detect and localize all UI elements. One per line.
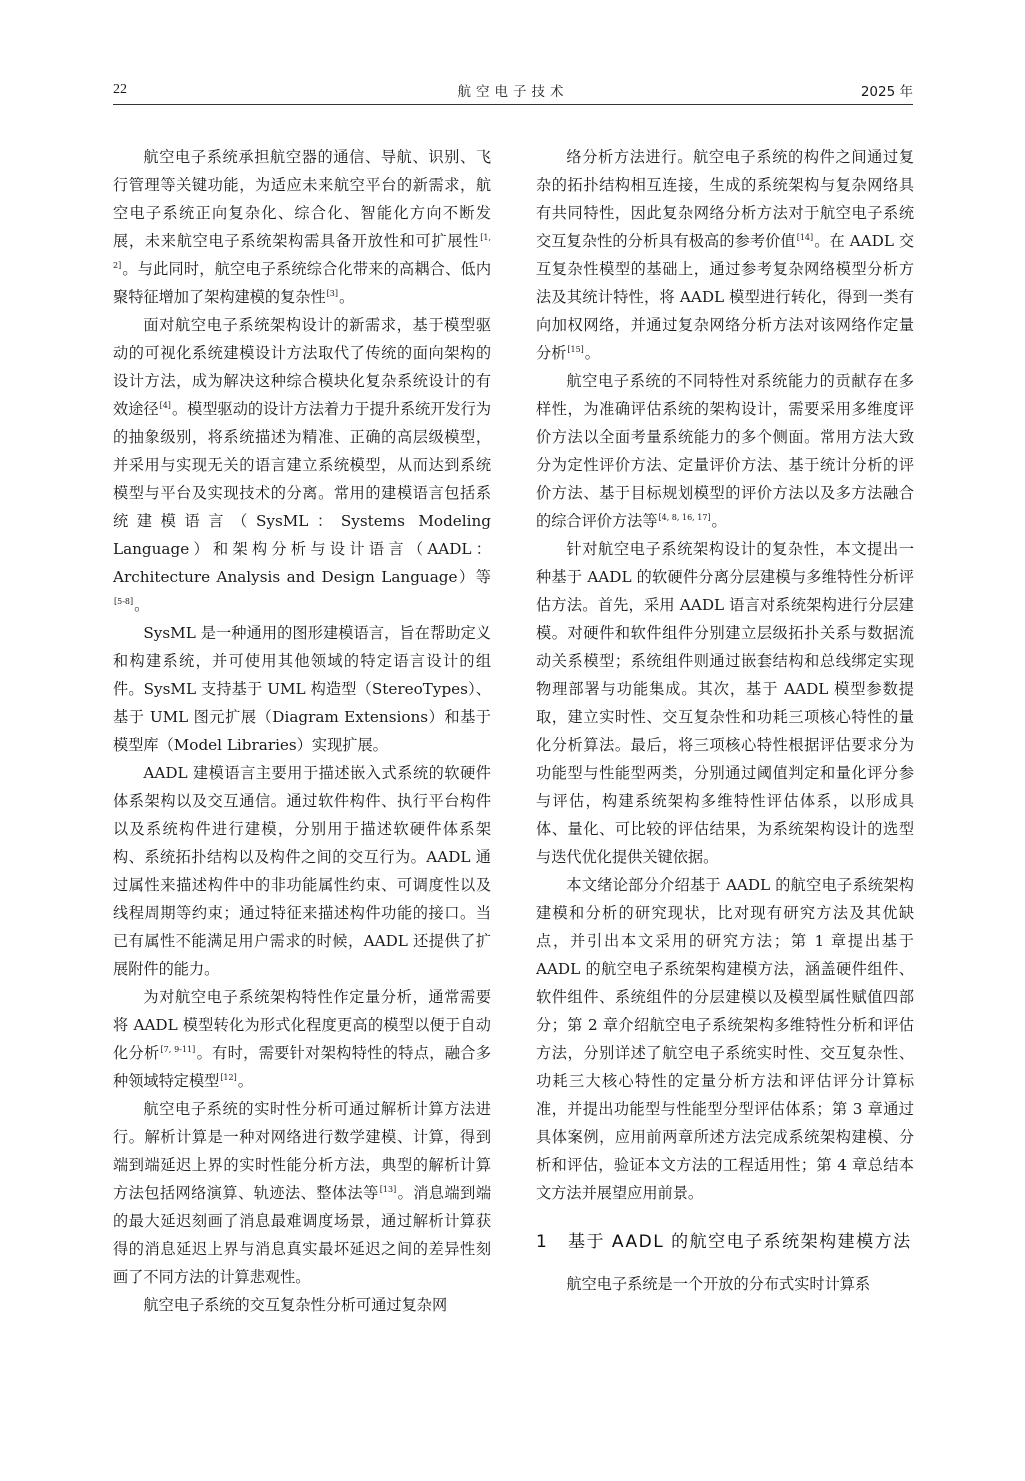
paragraph-text: 航空电子系统是一个开放的分布式实时计算系 [566, 1275, 871, 1293]
page-number: 22 [113, 82, 127, 97]
paragraph-text: 。 [584, 344, 600, 362]
body-paragraph [536, 1270, 914, 1298]
paragraph-text: 。 [711, 512, 727, 530]
paragraph-text: 航空电子系统承担航空器的通信、导航、识别、飞行管理等关键功能，为适应未来航空平台的新需求，航空电子系统正向复杂化、综合化、智能化方向不断发展，未来航空电子系统架构需具备开放性和可扩展性 [113, 148, 491, 250]
citation[interactable]: [3] [326, 289, 338, 298]
paragraph-text: 。在 AADL 交互复杂性模型的基础上，通过参考复杂网络模型分析方法及其统计特性，将 AADL 模型进行转化，得到一类有向加权网络，并通过复杂网络分析方法对该网络作定量分析 [536, 232, 915, 362]
paragraph-text: 航空电子系统的不同特性对系统能力的贡献存在多样性，为准确评估系统的架构设计，需要采用多维度评价方法以全面考量系统能力的多个侧面。常用方法大致分为定性评价方法、定量评价方法、基于统计分析的评价方法、基于目标规划模型的评价方法以及多方法融合的综合评价方法等 [536, 372, 914, 530]
citation[interactable]: [13] [379, 1185, 397, 1194]
journal-year: 2025 年 [860, 84, 913, 100]
body-paragraph [536, 871, 914, 1207]
paragraph-text: 。消息端到端的最大延迟刻画了消息最难调度场景，通过解析计算获得的消息延迟上界与消息真实最坏延迟之间的差异性刻画了不同方法的计算悲观性。 [113, 1184, 492, 1286]
citation[interactable]: [15] [567, 345, 584, 354]
citation[interactable]: [1, 2] [113, 233, 491, 270]
paragraph-text: 。 [237, 1072, 253, 1090]
body-paragraph [536, 367, 914, 535]
body-paragraph [113, 759, 491, 983]
body-paragraph [113, 311, 491, 619]
paragraph-text: 。与此同时，航空电子系统综合化带来的高耦合、低内聚特征增加了架构建模的复杂性 [113, 260, 491, 306]
journal-name: 航空电子技术 [457, 84, 569, 100]
paragraph-text: 航空电子系统的交互复杂性分析可通过复杂网 [143, 1296, 448, 1314]
citation[interactable]: [4] [159, 401, 171, 410]
paragraph-text: 。 [134, 596, 150, 614]
paragraph-text: 面对航空电子系统架构设计的新需求，基于模型驱动的可视化系统建模设计方法取代了传统的面向架构的设计方法，成为解决这种综合模块化复杂系统设计的有效途径 [113, 316, 491, 418]
paragraph-text: 。模型驱动的设计方法着力于提升系统开发行为的抽象级别，将系统描述为精准、正确的高层级模型，并采用与实现无关的语言建立系统模型，从而达到系统模型与平台及实现技术的分离。常用的建模语言包括系统建模语言（SysML：Systems Modeling Language）和架构分析与设计语言（AADL：Architecture Analysis and Design Language）等 [113, 400, 492, 586]
section-title: 基于 AADL 的航空电子系统架构建模方法 [568, 1232, 912, 1252]
left-column [113, 143, 491, 1319]
body-paragraph [113, 619, 491, 759]
body-paragraph [113, 143, 491, 311]
section-heading [536, 1227, 914, 1258]
body-paragraph [536, 535, 914, 871]
body-paragraph [113, 1095, 491, 1291]
citation[interactable]: [12] [220, 1073, 237, 1082]
paragraph-text: AADL 建模语言主要用于描述嵌入式系统的软硬件体系架构以及交互通信。通过软件构件、执行平台构件以及系统构件进行建模，分别用于描述软硬件体系架构、系统拓扑结构以及构件之间的交互行为。AADL 通过属性来描述构件中的非功能属性约束、可调度性以及线程周期等约束；通过特征来描述构件功能的接口。当已有属性不能满足用户需求的时候，AADL 还提供了扩展附件的能力。 [113, 764, 491, 978]
paragraph-text: 本文绪论部分介绍基于 AADL 的航空电子系统架构建模和分析的研究现状，比对现有研究方法及其优缺点，并引出本文采用的研究方法；第 1 章提出基于 AADL 的航空电子系统架构建模方法，涵盖硬件组件、软件组件、系统组件的分层建模以及模型属性赋值四部分；第 2 章介绍航空电子系统架构多维特性分析和评估方法，分别详述了航空电子系统实时性、交互复杂性、功耗三大核心特性的定量分析方法和评估评分计算标准，并提出功能型与性能型分型评估体系；第 3 章通过具体案例，应用前两章所述方法完成系统架构建模、分析和评估，验证本文方法的工程适用性；第 4 章总结本文方法并展望应用前景。 [536, 876, 914, 1202]
paragraph-text: 络分析方法进行。航空电子系统的构件之间通过复杂的拓扑结构相互连接，生成的系统架构与复杂网络具有共同特性，因此复杂网络分析方法对于航空电子系统交互复杂性的分析具有极高的参考价值 [536, 148, 914, 250]
body-paragraph [536, 143, 914, 367]
citation[interactable]: [14] [796, 233, 814, 242]
page-header [113, 80, 913, 105]
paragraph-text: 航空电子系统的实时性分析可通过解析计算方法进行。解析计算是一种对网络进行数学建模、计算，得到端到端延迟上界的实时性能分析方法，典型的解析计算方法包括网络演算、轨迹法、整体法等 [113, 1100, 491, 1202]
body-paragraph [113, 983, 491, 1095]
citation[interactable]: [5-8] [114, 597, 134, 606]
body-paragraph [113, 1291, 491, 1319]
paragraph-text: 针对航空电子系统架构设计的复杂性，本文提出一种基于 AADL 的软硬件分离分层建模与多维特性分析评估方法。首先，采用 AADL 语言对系统架构进行分层建模。对硬件和软件组件分别建立层级拓扑关系与数据流动关系模型；系统组件则通过嵌套结构和总线绑定实现物理部署与功能集成。其次，基于 AADL 模型参数提取，建立实时性、交互复杂性和功耗三项核心特性的量化分析算法。最后，将三项核心特性根据评估要求分为功能型与性能型两类，分别通过阈值判定和量化评分参与评估，构建系统架构多维特性评估体系，以形成具体、量化、可比较的评估结果，为系统架构设计的选型与迭代优化提供关键依据。 [536, 540, 914, 866]
paragraph-text: 。 [338, 288, 355, 306]
section-number: 1 [536, 1232, 549, 1252]
citation[interactable]: [7, 9-11] [160, 1045, 196, 1054]
citation[interactable]: [4, 8, 16, 17] [658, 513, 711, 522]
right-column [536, 143, 914, 1298]
paragraph-text: 为对航空电子系统架构特性作定量分析，通常需要将 AADL 模型转化为形式化程度更高的模型以便于自动化分析 [113, 988, 491, 1062]
paragraph-text: SysML 是一种通用的图形建模语言，旨在帮助定义和构建系统，并可使用其他领域的特定语言设计的组件。SysML 支持基于 UML 构造型（StereoTypes）、基于 UML 图元扩展（Diagram Extensions）和基于模型库（Model Libraries）实现扩展。 [113, 624, 491, 754]
paragraph-text: 。有时，需要针对架构特性的特点，融合多种领域特定模型 [113, 1044, 492, 1090]
